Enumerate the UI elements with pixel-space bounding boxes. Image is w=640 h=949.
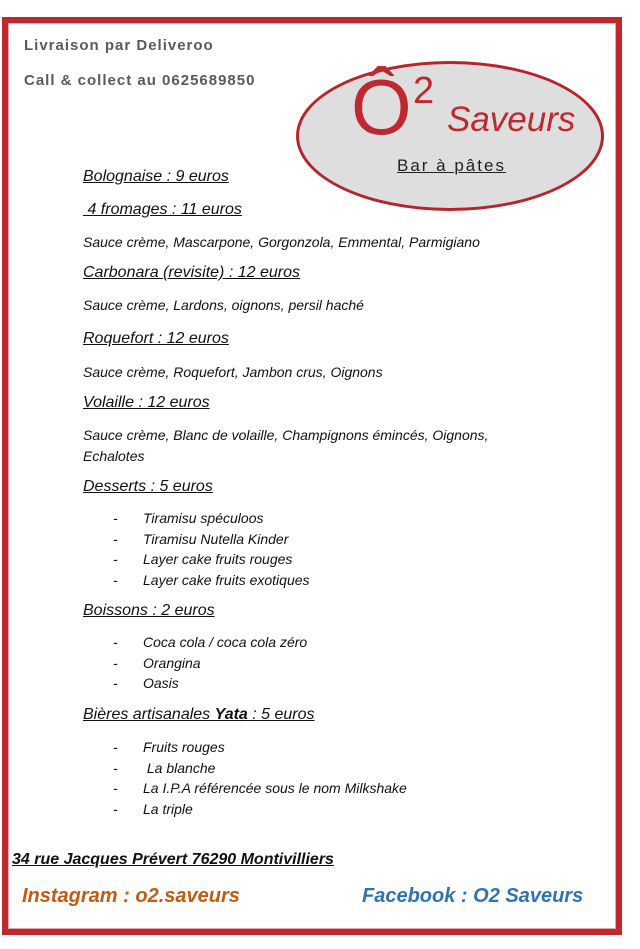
drink-item: Oasis	[143, 675, 179, 691]
bullet-dash: -	[113, 571, 118, 588]
menu-desc-roquefort: Sauce crème, Roquefort, Jambon crus, Oignons	[83, 364, 383, 380]
menu-heading-bieres	[83, 706, 315, 724]
facebook-link[interactable]: Facebook : O2 Saveurs	[362, 885, 584, 907]
dessert-item: Tiramisu spéculoos	[143, 510, 264, 526]
menu-desc-4-fromages: Sauce crème, Mascarpone, Gorgonzola, Emmental, Parmigiano	[83, 234, 480, 250]
beer-item: La I.P.A référencée sous le nom Milkshake	[143, 780, 407, 796]
menu-heading-boissons: Boissons : 2 euros	[83, 602, 215, 619]
menu-heading-4-fromages: 4 fromages : 11 euros	[83, 201, 242, 218]
dessert-item: Layer cake fruits rouges	[143, 551, 293, 567]
bullet-dash: -	[113, 634, 118, 650]
dessert-item: Layer cake fruits exotiques	[143, 571, 310, 588]
drink-item: Coca cola / coca cola zéro	[143, 634, 308, 650]
bullet-dash: -	[113, 800, 118, 817]
menu-desc-volaille: Sauce crème, Blanc de volaille, Champignons émincés, Oignons, Echalotes	[83, 427, 489, 464]
call-collect-info: Call & collect au 0625689850	[24, 72, 256, 89]
drink-item: Orangina	[143, 654, 201, 671]
bullet-dash: -	[113, 510, 118, 526]
menu-heading-carbonara: Carbonara (revisite) : 12 euros	[83, 264, 300, 281]
bullet-dash: -	[113, 759, 118, 776]
address: 34 rue Jacques Prévert 76290 Montivilliers	[12, 851, 334, 868]
menu-desc-carbonara: Sauce crème, Lardons, oignons, persil haché	[83, 297, 364, 313]
bullet-dash: -	[113, 780, 118, 796]
bullet-dash: -	[113, 551, 118, 567]
brand-logo	[296, 61, 604, 211]
beer-item: La blanche	[143, 759, 216, 776]
bieres-prefix: Bières artisanales	[83, 706, 215, 723]
bieres-brand: Yata	[214, 706, 248, 723]
delivery-info: Livraison par Deliveroo	[24, 37, 214, 54]
beer-item: Fruits rouges	[143, 739, 225, 755]
bullet-dash: -	[113, 739, 118, 755]
logo-name: Saveurs	[447, 100, 576, 139]
beer-item: La triple	[143, 800, 193, 817]
menu-heading-roquefort: Roquefort : 12 euros	[83, 330, 229, 347]
bullet-dash: -	[113, 530, 118, 547]
logo-superscript: 2	[413, 70, 435, 112]
instagram-link[interactable]: Instagram : o2.saveurs	[22, 885, 240, 907]
bullet-dash: -	[113, 675, 118, 691]
bullet-dash: -	[113, 654, 118, 671]
dessert-item: Tiramisu Nutella Kinder	[143, 530, 289, 547]
logo-subtitle: Bar à pâtes	[397, 156, 506, 175]
bieres-suffix: : 5 euros	[247, 706, 315, 723]
logo-letter: Ô	[351, 63, 412, 151]
menu-heading-volaille: Volaille : 12 euros	[83, 394, 210, 411]
menu-heading-bolognaise: Bolognaise : 9 euros	[83, 168, 229, 185]
menu-heading-desserts: Desserts : 5 euros	[83, 478, 213, 495]
